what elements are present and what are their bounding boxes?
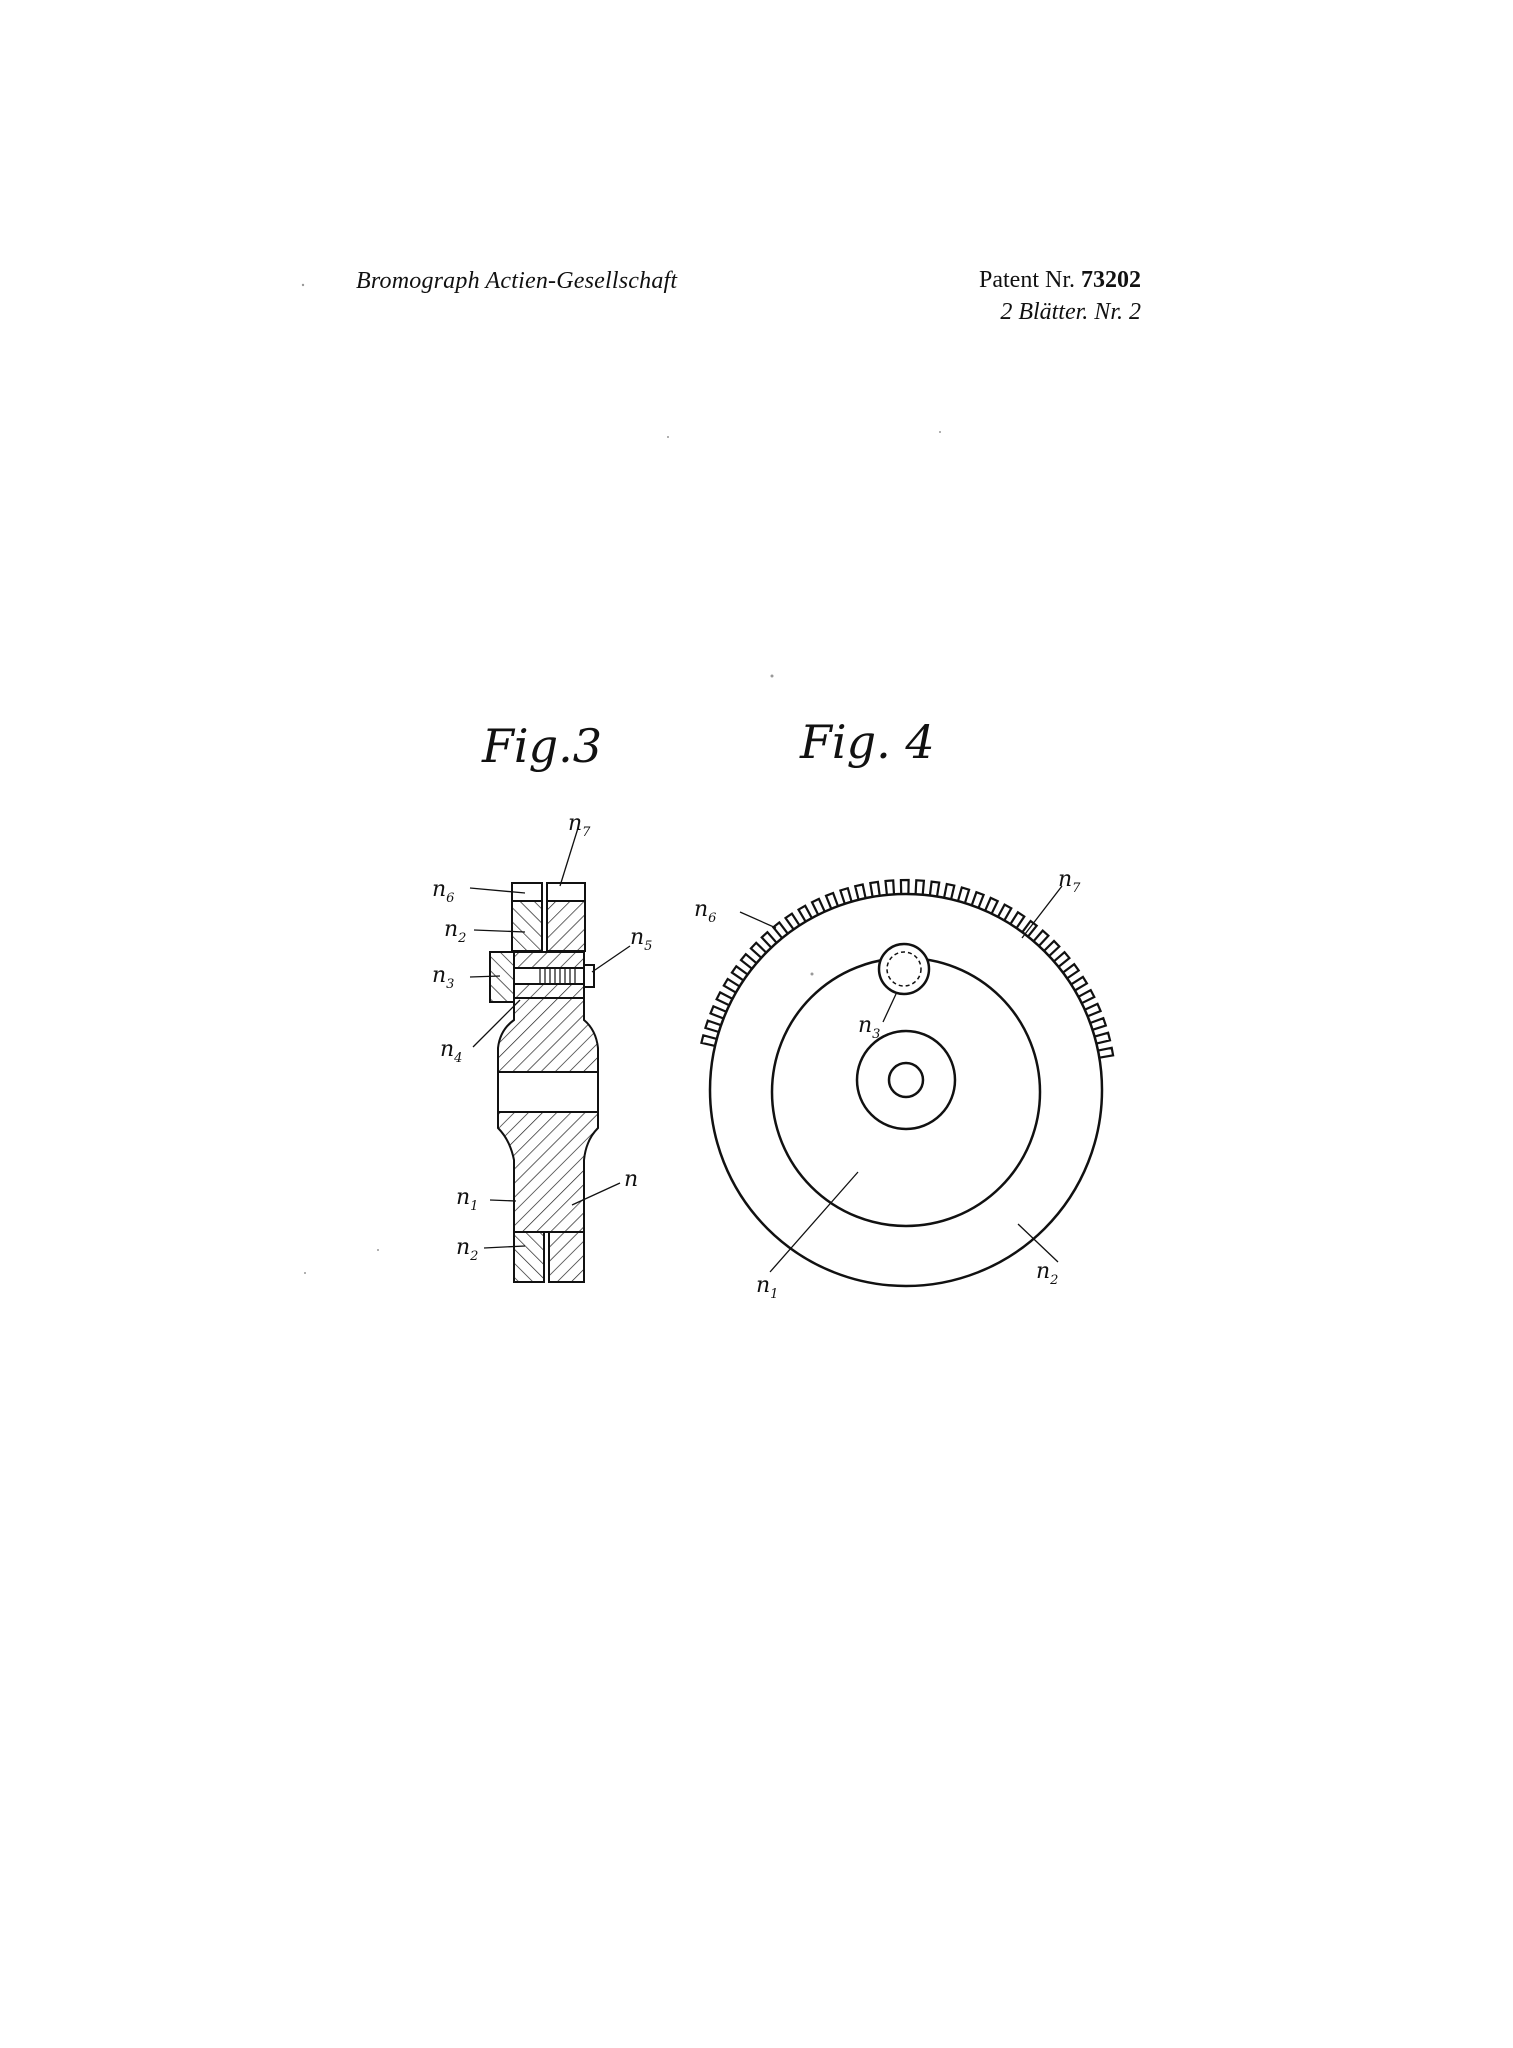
fig3-plate-n2-upper <box>512 901 542 951</box>
fig3-screw-head-n3 <box>490 952 514 1002</box>
fig4-hub <box>857 1031 955 1129</box>
fig3-plate-lower-right <box>549 1232 584 1282</box>
fig3-label-n4: $n_4$ <box>440 1037 463 1066</box>
fig4-inner-disc-n1 <box>772 958 1040 1226</box>
fig4-label-n3: $n_3$ <box>858 1013 881 1042</box>
fig3-label-n3: $n_3$ <box>432 963 455 992</box>
patent-prefix: Patent Nr. <box>979 267 1075 293</box>
fig3-section-view <box>432 719 652 1282</box>
fig4-front-view <box>694 715 1113 1302</box>
sheet-info: 2 Blätter. Nr. 2 <box>1000 299 1141 325</box>
fig3-plate-upper-right <box>547 901 585 951</box>
fig4-label-n6: $n_6$ <box>694 897 717 926</box>
fig3-plate-above-screw <box>514 952 584 968</box>
fig3-hub-lower-n1 <box>498 1112 598 1232</box>
fig3-bore <box>498 1072 598 1112</box>
fig3-label-n7: $n_7$ <box>568 811 591 840</box>
fig3-label-n: n <box>624 1167 639 1192</box>
fig3-tooth-n7 <box>547 883 585 901</box>
fig4-label-n2: $n_2$ <box>1036 1259 1059 1288</box>
company-name: Bromograph Actien-Gesellschaft <box>356 268 678 294</box>
fig3-title: Fig.3 <box>482 719 602 773</box>
fig3-hub-upper-n4 <box>498 998 598 1072</box>
fig3-label-n1: $n_1$ <box>456 1185 479 1214</box>
fig4-label-n1: $n_1$ <box>756 1273 779 1302</box>
fig4-title: Fig. 4 <box>800 715 935 769</box>
fig3-label-n5: $n_5$ <box>630 925 653 954</box>
fig3-plate-n2-lower <box>514 1232 544 1282</box>
fig3-screw-end <box>584 965 594 987</box>
paper-specks <box>302 284 941 1274</box>
fig3-label-n2: $n_2$ <box>444 917 467 946</box>
fig3-label-n6: $n_6$ <box>432 877 455 906</box>
fig3-plate-below-screw <box>514 984 584 998</box>
fig4-label-n7: $n_7$ <box>1058 867 1081 896</box>
fig4-bore <box>889 1063 923 1097</box>
fig3-label-n2-lower: $n_2$ <box>456 1235 479 1264</box>
fig3-screw-shank <box>514 968 584 984</box>
patent-number: 73202 <box>1081 267 1141 293</box>
